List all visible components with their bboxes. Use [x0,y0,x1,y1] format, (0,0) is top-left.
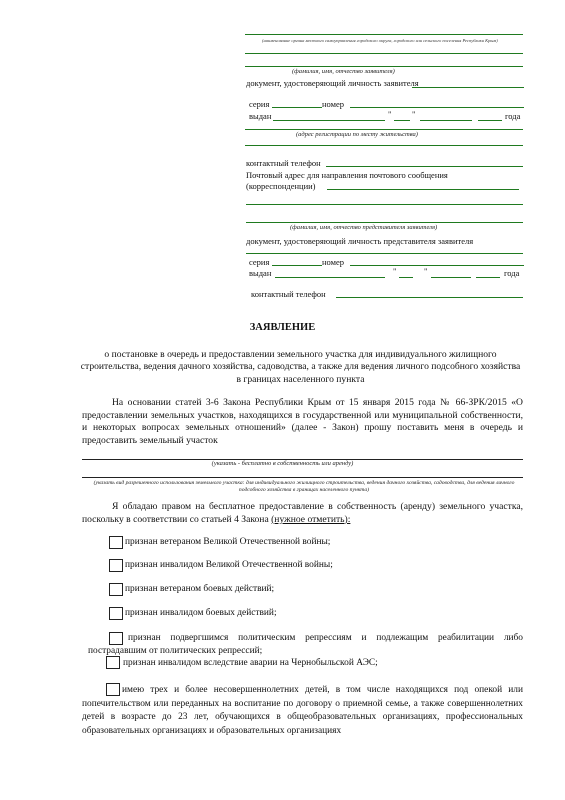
rep-year-label: года [504,268,520,278]
series-label: серия [249,99,270,109]
postal-label-cont: (корреспонденции) [246,181,316,191]
phone-label: контактный телефон [246,158,321,168]
option-label-combat-disabled: признан инвалидом боевых действий; [125,608,277,618]
request-paragraph: На основании статей 3-6 Закона Республики Крым от 15 января 2015 года № 66-ЗРК/2015 «О предоставлении земельных участков, находящихся в государственной или муниципальной собственности, и некоторых вопросах земельных отношений» (далее - Закон) прошу поставить меня в очередь и предоставить земельный участок [82,397,523,446]
option-label-combat-veteran: признан ветераном боевых действий; [125,584,275,594]
issued-month-field[interactable] [420,120,472,121]
postal-field-2[interactable] [246,204,523,205]
rep-number-label: номер [322,257,345,267]
rep-issued-label: выдан [249,268,272,278]
authority-caption: (наименование органа местного самоуправления городского округа, городского или сельского поселения Республики Крым) [262,38,498,43]
year-label: года [505,111,521,121]
entitlement-note: (нужное отметить): [271,513,351,525]
rep-id-doc-line[interactable] [246,253,523,254]
issued-day-field[interactable] [394,120,410,121]
number-field[interactable] [350,107,524,108]
rep-name-line[interactable] [246,222,523,223]
applicant-name-caption: (фамилия, имя, отчество заявителя) [292,68,395,75]
option-label-large-family: имею трех и более несовершеннолетних детей, в том числе находящихся под опекой или попечительством или переданных на воспитание по договору о приемной семье, а также совершеннолетних детей в возрасте до 23 лет, обучающихся в общеобразовательных организациях, профессиональных образовательных организациях и образовательных организациях [82,685,523,736]
applicant-name-line-2[interactable] [245,66,523,67]
rep-name-caption: (фамилия, имя, отчество представителя заявителя) [290,224,438,231]
option-checkbox-wwii-disabled[interactable] [109,559,123,572]
option-checkbox-combat-disabled[interactable] [109,607,123,620]
option-label-wwii-veteran: признан ветераном Великой Отечественной войны; [125,537,331,547]
option-checkbox-chernobyl[interactable] [106,656,120,669]
option-label-chernobyl: признан инвалидом вследствие аварии на Чернобыльской АЭС; [123,658,378,668]
authority-line[interactable] [245,34,523,35]
rep-issued-year-field[interactable] [476,277,500,278]
rep-phone-field[interactable] [336,297,523,298]
postal-field-1[interactable] [327,189,519,190]
rep-issued-month-field[interactable] [431,277,471,278]
id-doc-label: документ, удостоверяющий личность заявителя [246,78,419,88]
issued-year-field[interactable] [478,120,502,121]
option-checkbox-combat-veteran[interactable] [109,583,123,596]
series-field[interactable] [272,107,322,108]
rep-series-field[interactable] [272,265,322,266]
land-use-caption: (указать вид разрешенного использования земельного участка: для индивидуального жилищного строительства, ведения дачного хозяйства, садоводства, для ведения личного подсобного хозяйства в границах населенного пункта) [93,480,515,494]
address-line-1[interactable] [245,129,523,130]
phone-field[interactable] [326,166,523,167]
option-label-wwii-disabled: признан инвалидом Великой Отечественной войны; [125,560,333,570]
option-label-repressed: признан подвергшимся политическим репрессиям и подлежащим реабилитации либо пострадавшим от политических репрессий; [88,633,523,656]
rep-issued-by-field[interactable] [275,277,385,278]
land-basis-caption: (указать - бесплатно в собственность или аренду) [211,460,354,467]
rep-number-field[interactable] [350,265,524,266]
issued-label: выдан [249,111,272,121]
entitlement-paragraph [82,501,523,526]
document-title: ЗАЯВЛЕНИЕ [249,322,316,333]
option-checkbox-wwii-veteran[interactable] [109,536,123,549]
address-line-2[interactable] [245,145,523,146]
id-doc-line[interactable] [412,87,524,88]
applicant-name-line-1[interactable] [245,53,523,54]
land-use-field[interactable] [82,477,523,478]
postal-label: Почтовый адрес для направления почтового сообщения [246,170,448,180]
rep-id-doc-label: документ, удостоверяющий личность представителя заявителя [246,236,474,246]
entitlement-text: Я обладаю правом на бесплатное предоставление в собственность (аренду) земельного участка, поскольку в соответствии со статьей 4 Закона [82,501,523,525]
rep-phone-label: контактный телефон [251,289,326,299]
issued-by-field[interactable] [273,120,385,121]
document-subtitle: о постановке в очередь и предоставлении земельного участка для индивидуального жилищного строительства, ведения дачного хозяйства, садоводства, а также для ведения личного подсобного хозяйства в границах населенного пункта [80,349,521,385]
rep-series-label: серия [249,257,270,267]
number-label: номер [322,99,345,109]
address-caption: (адрес регистрации по месту жительства) [296,131,418,138]
rep-issued-day-field[interactable] [399,277,413,278]
